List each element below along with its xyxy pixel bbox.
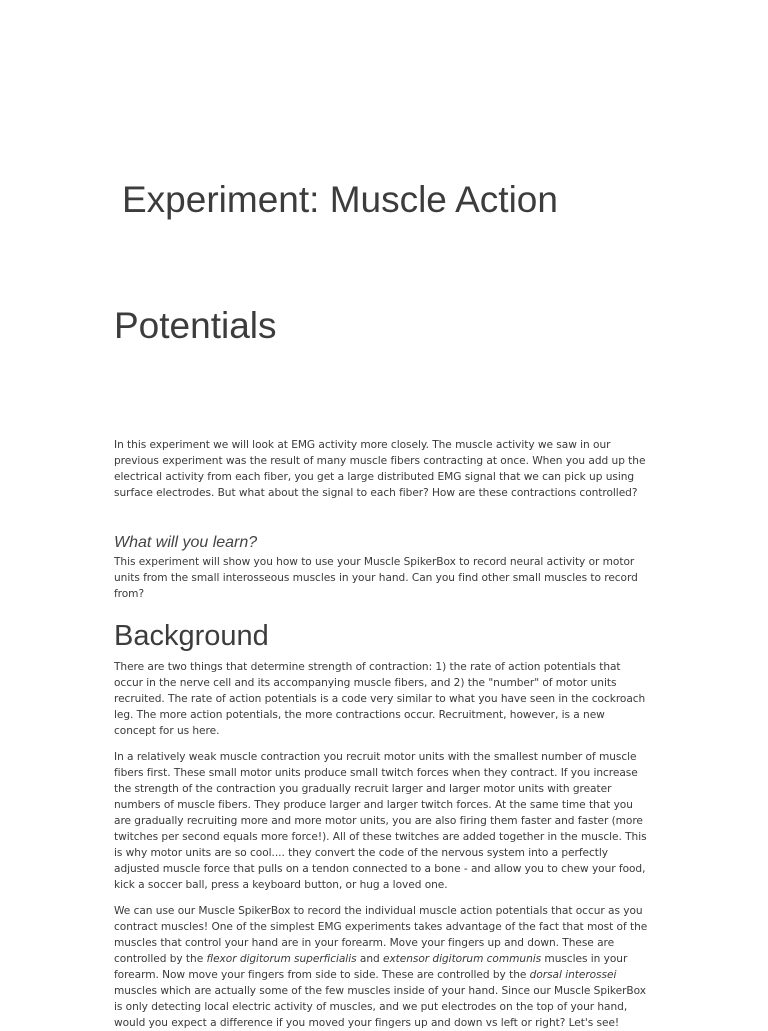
background-paragraph-1: There are two things that determine strength of contraction: 1) the rate of action potentials that occur in the nerve cell and its accompanying muscle fibers, and 2) the "number" of motor units recruited. The rate of action potentials is a code very similar to what you have seen in the cockroach leg. The more action potentials, the more contractions occur. Recruitment, however, is a new concept for us here. [114, 661, 646, 737]
muscle-name-flexor: flexor digitorum superficialis [206, 953, 357, 965]
p3-text-b: and [356, 953, 383, 965]
learn-paragraph: This experiment will show you how to use your Muscle SpikerBox to record neural activity or motor units from the small interosseous muscles in your hand. Can you find other small muscles to record from? [114, 556, 638, 600]
p3-text-c: muscles in your forearm. Now move your fingers from side to side. These are controlled by the [114, 953, 628, 981]
p3-text-d: muscles which are actually some of the few muscles inside of your hand. Since our Muscle SpikerBox is only detecting local electric activity of muscles, and we put electrodes on the top of your hand, would you expect a difference if you moved your fingers up and down vs left or right? Let's see! [114, 985, 646, 1029]
learn-heading: What will you learn? [114, 534, 258, 551]
p3-text-a: We can use our Muscle SpikerBox to record the individual muscle action potentials that occur as you contract muscles! One of the simplest EMG experiments takes advantage of the fact that most of the muscles that control your hand are in your forearm. Move your fingers up and down. These are controlled by the [114, 905, 648, 965]
page-title-line-1: Experiment: Muscle Action [122, 179, 558, 220]
page-title-line-2: Potentials [114, 305, 277, 346]
background-paragraph-2: In a relatively weak muscle contraction you recruit motor units with the smallest number of muscle fibers first. These small motor units produce small twitch forces when they contract. If you increase the strength of the contraction you gradually recruit larger and larger motor units with greater numbers of muscle fibers. They produce larger and larger twitch forces. At the same time that you are gradually recruiting more and more motor units, you are also firing them faster and faster (more twitches per second equals more force!). All of these twitches are added together in the muscle. This is why motor units are so cool.... they convert the code of the nervous system into a perfectly adjusted muscle force that pulls on a tendon connected to a bone - and allow you to chew your food, kick a soccer ball, press a keyboard button, or hug a loved one. [114, 751, 647, 891]
background-paragraph-3 [114, 903, 649, 1031]
intro-paragraph: In this experiment we will look at EMG activity more closely. The muscle activity we saw in our previous experiment was the result of many muscle fibers contracting at once. When you add up the electrical activity from each fiber, you get a large distributed EMG signal that we can pick up using surface electrodes. But what about the signal to each fiber? How are these contractions controlled? [114, 439, 646, 499]
muscle-name-extensor: extensor digitorum communis [382, 953, 542, 965]
document-page [114, 95, 649, 1031]
page-title [114, 95, 649, 431]
background-heading: Background [114, 620, 269, 652]
muscle-name-dorsal: dorsal interossei [529, 969, 617, 981]
